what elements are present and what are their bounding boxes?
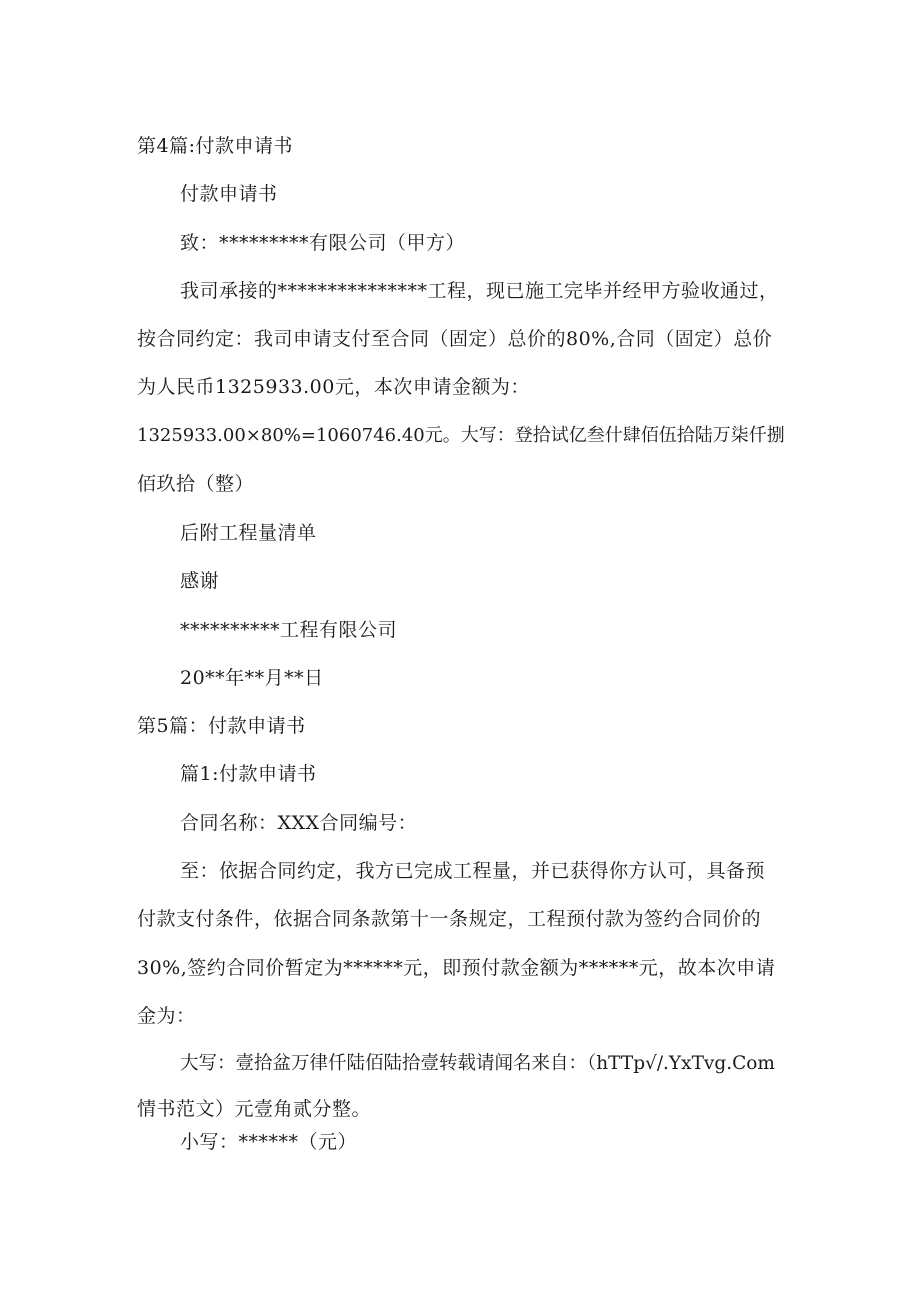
body-paragraph-line: 金为： bbox=[137, 1005, 196, 1027]
subsection-title: 篇1:付款申请书 bbox=[180, 763, 317, 785]
amount-in-words-line: 大写：壹拾盆万律仟陆佰陆拾壹转载请闻名来自：（hTTp√/.YxTvg.Com bbox=[180, 1053, 775, 1074]
attachment-note: 后附工程量清单 bbox=[180, 522, 317, 544]
body-paragraph-line: 为人民币1325933.00元，本次申请金额为： bbox=[137, 376, 530, 398]
amount-calculation-line: 1325933.00×80%=1060746.40元。大写：登拾试亿叁什肆佰伍拾陆万柒仟捌 bbox=[137, 425, 785, 446]
thanks-line: 感谢 bbox=[180, 570, 220, 592]
body-paragraph-line: 付款支付条件，依据合同条款第十一条规定，工程预付款为签约合同价的 bbox=[137, 908, 762, 930]
section-4-title: 第4篇:付款申请书 bbox=[137, 135, 293, 157]
letter-title: 付款申请书 bbox=[180, 183, 278, 205]
date-line: 20**年**月**日 bbox=[180, 667, 324, 689]
recipient-line: 致：*********有限公司（甲方） bbox=[180, 232, 466, 254]
body-paragraph-line: 我司承接的***************工程，现已施工完毕并经甲方验收通过， bbox=[180, 280, 779, 302]
body-paragraph-line: 30%,签约合同价暂定为******元，即预付款金额为******元，故本次申请 bbox=[137, 957, 776, 979]
contract-name-line: 合同名称：XXX合同编号： bbox=[180, 812, 418, 834]
amount-calculation-line: 佰玖拾（整） bbox=[137, 473, 255, 495]
section-5-title: 第5篇：付款申请书 bbox=[137, 715, 306, 737]
amount-in-words-line: 情书范文）元壹角贰分整。 bbox=[137, 1098, 372, 1120]
body-paragraph-line: 按合同约定：我司申请支付至合同（固定）总价的80%,合同（固定）总价 bbox=[137, 328, 773, 350]
amount-in-figures-line: 小写：******（元） bbox=[180, 1131, 358, 1153]
company-signature: **********工程有限公司 bbox=[180, 619, 398, 641]
body-paragraph-line: 至：依据合同约定，我方已完成工程量，并已获得你方认可，具备预 bbox=[180, 860, 766, 882]
